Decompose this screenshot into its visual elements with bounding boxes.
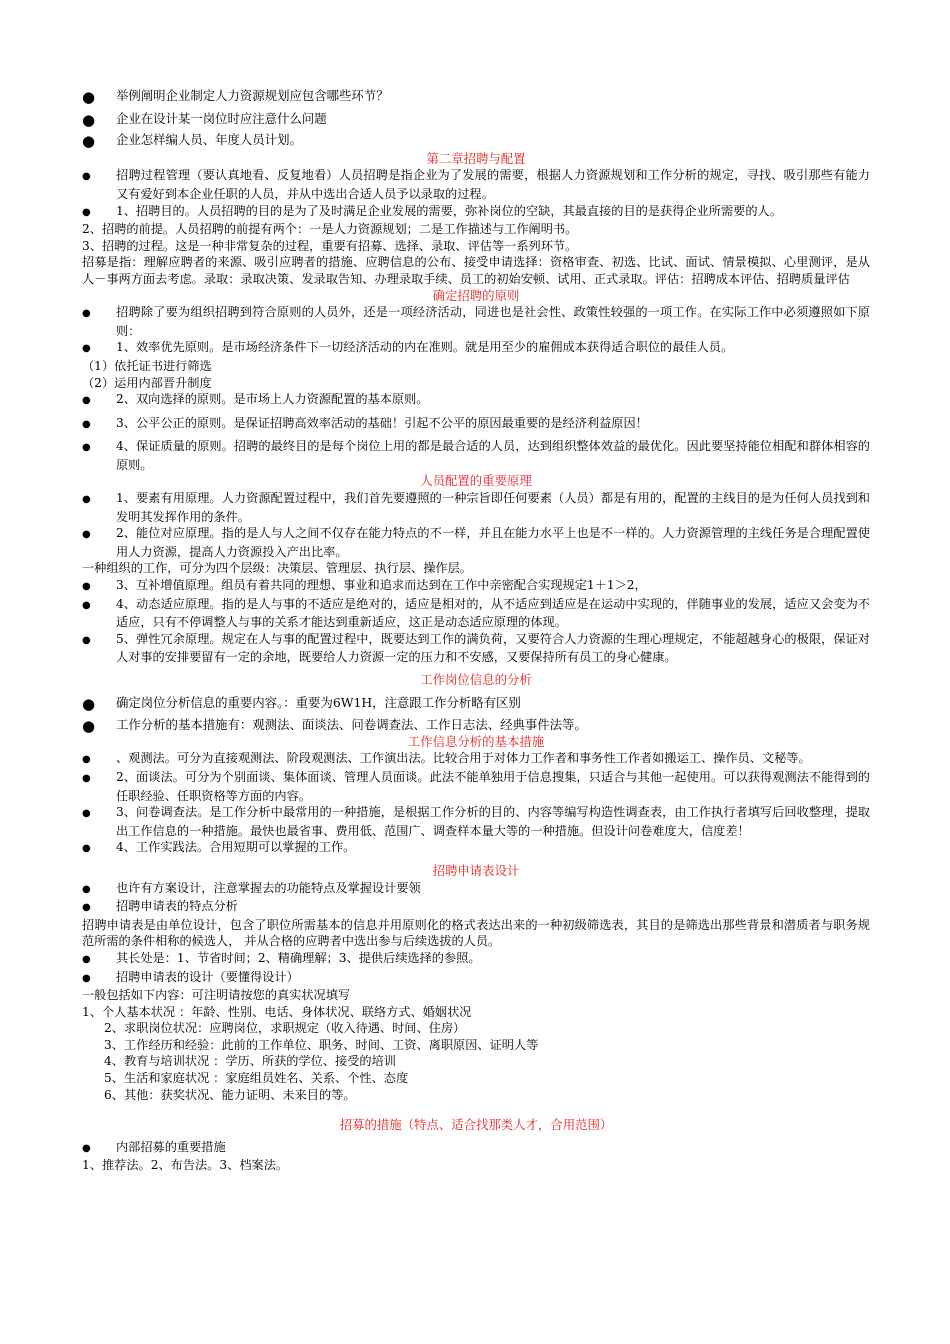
list-item: 6、其他：获奖状况、能力证明、未来目的等。 bbox=[104, 1087, 356, 1102]
paragraph: ● 3、公平公正的原则。是保证招聘高效率活动的基础！引起不公平的原因最重要的是经济利益原因！ bbox=[82, 415, 870, 434]
paragraph: 招聘申请表是由单位设计，包含了职位所需基本的信息并用原则化的格式表达出来的一种初级筛选表，其目的是筛选出那些背景和潜质者与职务规范所需的条件相称的候选人， 并从合格的应聘者中选出参与后续选拔的人员。 bbox=[82, 917, 870, 949]
paragraph: ● 1、招聘目的。人员招聘的目的是为了及时满足企业发展的需要，弥补岗位的空缺，其最直接的目的是获得企业所需要的人。 bbox=[82, 203, 870, 222]
bullet-icon: ● bbox=[82, 529, 91, 541]
question-item: ● 企业在设计某一岗位时应注意什么问题 bbox=[82, 111, 870, 128]
bullet-icon: ● bbox=[82, 494, 91, 506]
paragraph: ● 其长处是：1、节省时间；2、精确理解；3、提供后续选择的参照。 bbox=[82, 950, 870, 969]
paragraph: 1、推荐法。2、布告法。3、档案法。 bbox=[82, 1158, 289, 1173]
bullet-icon: ● bbox=[82, 754, 91, 766]
paragraph: ● 招聘申请表的设计（要懂得设计） bbox=[82, 969, 870, 988]
paragraph: ● 招聘申请表的特点分析 bbox=[82, 898, 870, 917]
paragraph: ● 招聘过程管理（要认真地看、反复地看）人员招聘是指企业为了发展的需要，根据人力资源规划和工作分析的规定，寻找、吸引那些有能力又有爱好到本企业任职的人员，并从中选出合适人员予以录取的过程。 bbox=[82, 168, 870, 201]
bullet-icon: ● bbox=[82, 972, 91, 984]
question-item: ● 企业怎样编人员、年度人员计划。 bbox=[82, 132, 870, 149]
bullet-icon: ● bbox=[82, 206, 91, 218]
bullet-icon: ● bbox=[82, 883, 91, 895]
paragraph: ● 、观测法。可分为直接观测法、阶段观测法、工作演出法。比较合用于对体力工作者和事务性工作者如搬运工、操作员、文秘等。 bbox=[82, 750, 870, 769]
paragraph: ● 3、问卷调查法。是工作分析中最常用的一种措施，是根据工作分析的目的、内容等编写构造性调查表，由工作执行者填写后回收整理，提取出工作信息的一种措施。最快也最省事、费用低、范围广、调查样本量大等的一种措施。但设计问卷难度大，信度差！ bbox=[82, 805, 870, 838]
section-title: 工作信息分析的基本措施 bbox=[407, 733, 545, 749]
list-item: 5、生活和家庭状况 ：家庭组员姓名、关系、个性、态度 bbox=[104, 1071, 409, 1086]
section-title: 招聘申请表设计 bbox=[432, 862, 520, 878]
bullet-icon: ● bbox=[82, 171, 91, 183]
list-item: 1、个人基本状况 ：年龄、性别、电话、身体状况、联络方式、婚姻状况 bbox=[82, 1004, 472, 1019]
paragraph: 招募是指：理解应聘者的来源、吸引应聘者的措施、应聘信息的公布、接受申请选择：资格审查、初选、比试、面试、情景模拟、心里测评，是从人－事两方面去考虑。录取：录取决策、发录取告知、办理录取手续、员工的初始安顿、试用、正式录取。评估：招聘成本评估、招聘质量评估 bbox=[82, 255, 870, 286]
document-page bbox=[82, 88, 870, 1174]
bullet-icon: ● bbox=[82, 634, 91, 646]
section-title: 工作岗位信息的分析 bbox=[420, 672, 532, 687]
paragraph: 一般包括如下内容：可注明请按您的真实状况填写 bbox=[82, 988, 351, 1003]
paragraph: ● 5、弹性冗余原理。规定在人与事的配置过程中，既要达到工作的满负荷，又要符合人力资源的生理心理规定，不能超越身心的极限，保证对人对事的安排要留有一定的余地，既要给人力资源一定的压力和不安感，又要保持所有员工的身心健康。 bbox=[82, 631, 870, 665]
list-item: 4、教育与培训状况 ：学历、所获的学位、接受的培训 bbox=[104, 1054, 396, 1069]
bullet-icon: ● bbox=[82, 1142, 91, 1154]
paragraph: ● 4、保证质量的原则。招聘的最终目的是每个岗位上用的都是最合适的人员，达到组织整体效益的最优化。因此要坚持能位相配和群体相容的原则。 bbox=[82, 439, 870, 472]
paragraph: 2、招聘的前提。人员招聘的前提有两个：一是人力资源规划；二是工作描述与工作阐明书。 bbox=[82, 222, 578, 237]
bullet-icon: ● bbox=[82, 843, 91, 855]
section-title: 招募的措施（特点、适合找那类人才，合用范围） bbox=[339, 1117, 613, 1133]
bullet-icon: ● bbox=[82, 902, 91, 914]
bullet-icon: ● bbox=[82, 953, 91, 965]
bullet-icon: ● bbox=[82, 418, 91, 430]
bullet-icon: ● bbox=[82, 308, 91, 320]
bullet-icon: ● bbox=[82, 581, 91, 593]
paragraph: ● 1、要素有用原理。人力资源配置过程中，我们首先要遵照的一种宗旨即任何要素（人员）都是有用的，配置的主线目的是为任何人员找到和发明其发挥作用的条件。 bbox=[82, 491, 870, 524]
question-item: ● 确定岗位分析信息的重要内容。：重要为6W1H，注意跟工作分析略有区别 bbox=[82, 695, 870, 712]
bullet-icon: ● bbox=[82, 343, 91, 355]
paragraph: ● 2、面谈法。可分为个别面谈、集体面谈、管理人员面谈。此法不能单独用于信息搜集，只适合与其他一起使用。可以获得观测法不能得到的任职经验、任职资格等方面的内容。 bbox=[82, 769, 870, 803]
paragraph: ● 4、工作实践法。合用短期可以掌握的工作。 bbox=[82, 839, 870, 858]
bullet-icon: ● bbox=[82, 808, 91, 820]
paragraph: ● 2、能位对应原理。指的是人与人之间不仅存在能力特点的不一样，并且在能力水平上也是不一样的。人力资源管理的主线任务是合理配置使用人力资源，提高人力资源投入产出比率。 bbox=[82, 526, 870, 559]
bullet-icon: ● bbox=[82, 395, 91, 407]
bullet-icon: ● bbox=[82, 772, 91, 784]
paragraph: ● 2、双向选择的原则。是市场上人力资源配置的基本原则。 bbox=[82, 391, 870, 410]
paragraph: ● 内部招募的重要措施 bbox=[82, 1139, 870, 1158]
bullet-icon: ● bbox=[82, 442, 91, 454]
section-title: 人员配置的重要原理 bbox=[420, 473, 532, 489]
question-item: ● 工作分析的基本措施有：观测法、面谈法、问卷调查法、工作日志法、经典事件法等。 bbox=[82, 717, 870, 734]
paragraph: ● 4、动态适应原理。指的是人与事的不适应是绝对的，适应是相对的，从不适应到适应是在运动中实现的，伴随事业的发展，适应又会变为不适应，只有不停调整人与事的关系才能达到重新适应，这正是动态适应原理的体现。 bbox=[82, 596, 870, 630]
paragraph: （2）运用内部晋升制度 bbox=[82, 375, 212, 390]
chapter-title: 第二章招聘与配置 bbox=[426, 150, 526, 166]
paragraph: （1）依托证书进行筛选 bbox=[82, 358, 212, 373]
paragraph: 一种组织的工作，可分为四个层级：决策层、管理层、执行层、操作层。 bbox=[82, 561, 472, 576]
list-item: 3、工作经历和经验：此前的工作单位、职务、时间、工资、离职原因、证明人等 bbox=[104, 1037, 539, 1052]
paragraph: ● 3、互补增值原理。组员有着共同的理想、事业和追求而达到在工作中亲密配合实现规定1＋1＞2， bbox=[82, 577, 870, 596]
list-item: 2、求职岗位状况：应聘岗位，求职规定（收入待遇、时间、住房） bbox=[104, 1021, 466, 1036]
section-title: 确定招聘的原则 bbox=[432, 287, 520, 303]
paragraph: ● 招聘除了要为组织招聘到符合原则的人员外，还是一项经济活动，同进也是社会性、政策性较强的一项工作。在实际工作中必须遵照如下原则： bbox=[82, 305, 870, 338]
question-item: ● 举例阐明企业制定人力资源规划应包含哪些环节？ bbox=[82, 88, 870, 105]
paragraph: ● 1、效率优先原则。是市场经济条件下一切经济活动的内在准则。就是用至少的雇佣成本获得适合职位的最佳人员。 bbox=[82, 339, 870, 358]
bullet-icon: ● bbox=[82, 599, 91, 611]
paragraph: 3、招聘的过程。这是一种非常复杂的过程，重要有招募、选择、录取、评估等一系列环节。 bbox=[82, 238, 578, 253]
paragraph: ● 也许有方案设计，注意掌握去的功能特点及掌握设计要领 bbox=[82, 880, 870, 899]
